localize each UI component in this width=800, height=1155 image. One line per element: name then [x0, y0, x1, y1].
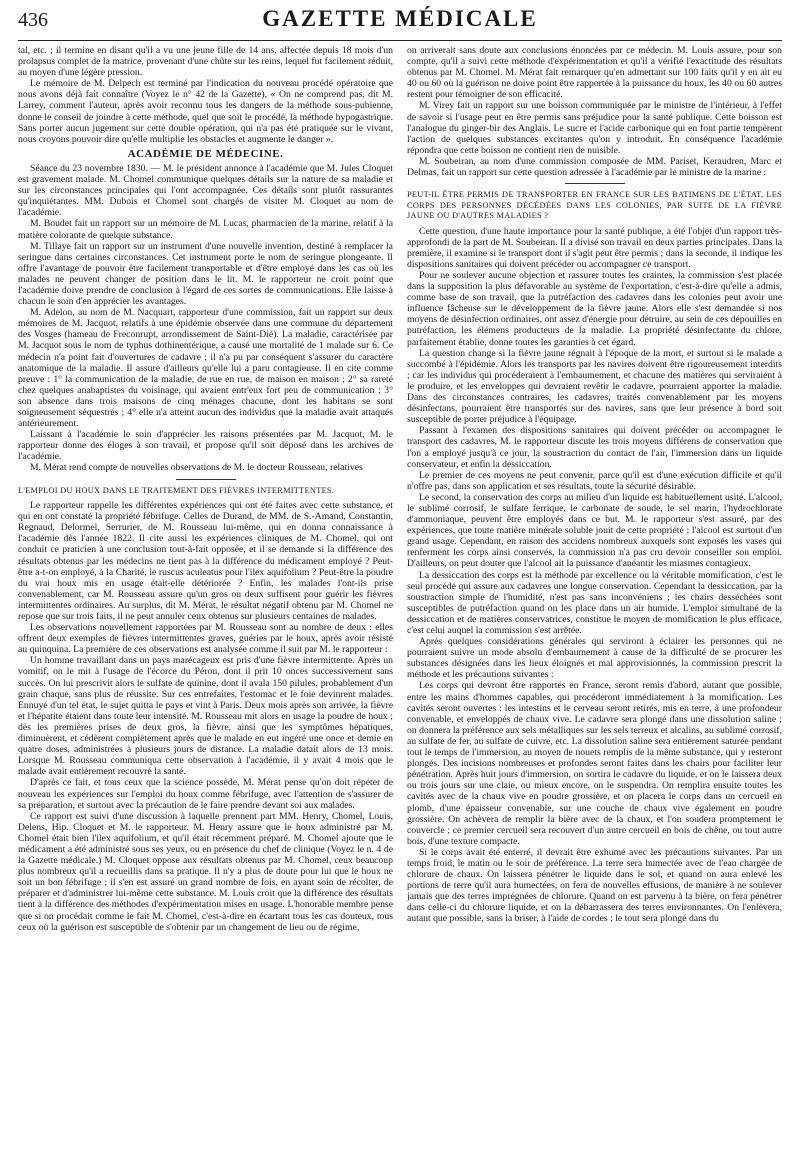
paragraph: Ce rapport est suivi d'une discussion à laquelle prennent part MM. Henry, Chomel, Louis, Delens, Hip. Cloquet et M. le rapporteur. M. Henry assure que le houx administré par M. Chomel était bien l'ilex aquifolium, et qu'il était récemment préparé. M. Chomel ajoute que le médicament a été administré sous ses yeux, ou en présence du chef de clinique (Voyez le n. 4 de la Gazette médicale.) M. Cloquet oppose aux résultats obtenus par M. Chomel, ceux beaucoup plus nombreux qu'il a recueillis dans sa pratique. Il n'y a plus de doute pour lui que le houx ne soit un bon fébrifuge ; il s'en est assuré un grand nombre de fois, en ayant soin de récolter, de préparer et d'administrer lui-même cette substance. M. Louis croit que la différence des résultats tient à la différence des méthodes d'expérimentation mises en usage. L'honorable membre pense que si on procédait comme le fait M. Chomel, c'est-à-dire en écartant tous les cas douteux, tous ceux où la guérison est susceptible de s'obtenir par un changement de lieu ou de régime, — [18, 810, 393, 933]
paragraph: Le mémoire de M. Delpech est terminé par l'indication du nouveau procédé opératoire que nous avons déjà fait connaître (Voyez le n° 42 de la Gazette), « On ne comprend pas, dit M. Larrey, comment l'auteur, après avoir reconnu tous les dangers de la méthode sous-pubienne, donne le conseil de joindre à cette méthode, quel que soit le procédé, la méthode hypogastrique. Sans porter aucun jugement sur cette double opération, qui n'a pas été pratiquée sur le vivant, nous croyons pouvoir dire qu'elle multiplie les obstacles et augmente le danger ». — [18, 78, 393, 145]
paragraph: M. Soubeiran, au nom d'une commission composée de MM. Pariset, Keraudren, Marc et Delmas, fait un rapport sur cette question adressée à l'académie par le ministre de la marine : — [407, 155, 782, 179]
section-title: ACADÉMIE DE MÉDECINE. — [127, 147, 284, 160]
paragraph: La question change si la fièvre jaune régnait à l'époque de la mort, et surtout si le malade a succombé à l'épidémie. Alors les transports par les navires doivent être rigoureusement interdits ; car les individus qui procéderaient à l'embaumement, et chacune des matières qui serviraient à le produire, et les enveloppes qui devraient revêtir le cadavre, pourraient apporter la maladie. Dans des circonstances contraires, les cadavres, traités convenablement par les moyens désinfectans, pourraient être transportés sur des navires, sans que leur présence à bord soit susceptible de porter préjudice à l'équipage. — [407, 347, 782, 426]
paragraph: Si le corps avait été enterré, il devrait être exhumé avec les précautions suivantes. Par un temps froid, le matin ou le soir de préférence. La terre sera humectée avec de l'eau chargée de chlorure de chaux. On laissera pénétrer le liquide dans le sol, et quand on aura enlevé les portions de terre qu'il aura humectées, on fera de nouvelles effusions, de manière à ne soulever jamais que des terres imprégnées de chlorure. Quand on est parvenu à la bière, on fera pénétrer dans celle-ci du chlorure liquide, et on la débarrassera des terres environnantes. On l'enlèvera, autant que possible, sans la briser, à l'aide de cordes ; le tout sera plongé dans du — [407, 846, 782, 925]
paragraph: Après quelques considérations générales qui serviront à éclairer les personnes qui ne pourraient suivre un mode absolu d'embaumement à cause de la difficulté de se procurer les substances désignées dans les lieux éloignés et mal approvisionnés, la commission prescrit la méthode et les précautions suivantes : — [407, 636, 782, 681]
paragraph: M. Boudet fait un rapport sur un mémoire de M. Lucas, pharmacien de la marine, relatif à la matière colorante de quelque substance. — [18, 218, 393, 241]
article-subheading: PEUT-IL ÊTRE PERMIS DE TRANSPORTER EN FRANCE SUR LES BATIMENS DE L'ÉTAT, LES CORPS DES PERSONNES DÉCÉDÉES DANS LES COLONIES, PAR SUITE DE LA FIÈVRE JAUNE OU D'AUTRES MALADIES ? — [407, 190, 782, 221]
paragraph: Le second, la conservation des corps au milieu d'un liquide est habituellement usité. L'alcool, le sublimé corrosif, le sulfate ferrique, le carbonate de soude, le sel marin, l'hydrochlorate d'ammoniaque, peuvent être employés dans ce but. M. le rapporteur s'est assuré, par des expériences, que toute matière minérale soluble jouit de cette propriété ; l'alcool est surtout d'un grand usage. Cependant, en raison des accidens nombreux auxquels sont exposés les vases qui renferment les corps ainsi conservés, la commission n'a pas cru devoir conseiller son emploi. D'ailleurs, on peut douter que l'alcool ait la puissance d'anéantir les miasmes contagieux. — [407, 491, 782, 570]
header-rule — [18, 40, 782, 41]
paragraph: Les corps qui devront être rapportés en France, seront remis d'abord, autant que possible, entre les mains d'hommes capables, qui procéderont immédiatement à la momification. Les cavités seront ouvertes : les intestins et le cerveau seront retirés, mis en terre, à une profondeur convenable, et enveloppés de chaux vive. Le cadavre sera plongé dans une dissolution saline ; on donnera la préférence aux sels métalliques sur les sels terreux et alcalins, au sublimé corrosif, au sulfate de fer, au sulfate de cuivre, etc. La dissolution saline sera entièrement saturée pendant tout le temps de l'immersion, au moyen de nouets remplis de la même substance, qui y resteront plongés. Des incisions nombreuses et profondes seront faites dans les chairs pour faciliter leur pénétration. Après huit jours d'immersion, on sortira le cadavre du liquide, et on le laissera deux ou trois jours sur une claie, ou mieux encore, on le suspendra. On remplira ensuite toutes les cavités avec de la chaux vive en poudre grossière, et on placera le corps dans un cercueil en plomb, d'une épaisseur convenable, sur une couche de chaux vive également en poudre grossière. On achèvera de remplir la bière avec de la chaux, et l'on soudera promptement le couvercle ; ce premier cercueil sera recouvert d'un autre cercueil en bois de chêne, ou tout autre bois, d'une texture compacte. — [407, 680, 782, 847]
article-subheading: L'EMPLOI DU HOUX DANS LE TRAITEMENT DES FIÈVRES INTERMITTENTES. — [18, 485, 335, 495]
masthead-title: GAZETTE MÉDICALE — [262, 6, 538, 31]
paragraph: M. Adelon, au nom de M. Nacquart, rapporteur d'une commission, fait un rapport sur deux mémoires de M. Jacquot, relatifs à une épidémie observée dans une commune du département des Vosges (hameau de Freconrupt, arrondissement de Saint-Dié). La maladie, caractérisée par M. Jacquot sous le nom de typhus dothinentérique, a causé une mortalité de 1 malade sur 6. Ce médecin n'a point fait d'ouvertures de cadavre ; il n'a pu par conséquent s'assurer du caractère anatomique de la maladie. Il assure d'ailleurs qu'elle lui a paru contagieuse. Il en cite comme preuve : 1° la communication de la maladie, de rue en rue, de maison en maison ; 2° sa rareté chez quelques anabaptistes du voisinage, qui avaient entr'eux fort peu de communication ; 3° son absence dans trois maisons de cinq ménages chacune, dont les habitans se sont soigneusement séquestrés ; 4° elle n'a atteint aucun des individus que la maladie avait attaqués antérieurement. — [18, 307, 393, 430]
paragraph: Laissant à l'académie le soin d'apprécier les raisons présentées par M. Jacquot, M. le rapporteur donne des éloges à son travail, et propose qu'il soit déposé dans les archives de l'académie. — [18, 429, 393, 463]
paragraph: Pour ne soulever aucune objection et rassurer toutes les craintes, la commission s'est placée dans la supposition la plus défavorable au système de l'exportation, c'est-à-dire qu'elle a admis, comme base de son travail, que la putréfaction des cadavres dans les colonies peut avoir une influence fâcheuse sur le développement de la fièvre jaune. Alors elle s'est demandée si nos moyens de désinfection ordinaires, ont assez d'énergie pour détruire, au sein de ces dépouilles en putréfaction, les élémens producteurs de la maladie. La propriété désinfectante du chlore, parfaitement établie, donne toutes les garanties à cet égard. — [407, 270, 782, 348]
paragraph: M. Mérat rend compte de nouvelles observations de M. le docteur Rousseau, relatives — [30, 462, 363, 474]
paragraph: on arriverait sans doute aux conclusions énoncées par ce médecin. M. Louis assure, pour son compte, qu'il a suivi cette méthode d'expérimentation et qu'il a vérifié l'exactitude des résultats obtenus par M. Chomel. M. Mérat fait remarquer qu'en admettant sur 100 faits qu'il y en ait eu 40 ou 60 où la guérison ne doive point être rapportée à la puissance du houx, les 40 ou 60 autres restent pour témoigner de son efficacité. — [407, 45, 782, 101]
paragraph: M. Tillaye fait un rapport sur un instrument d'une nouvelle invention, destiné à remplacer la seringue dans certaines circonstances. Cet instrument porte le nom de seringue plongeante. Il offre l'avantage de pouvoir être facilement transportable et d'être employé dans les cas où les malades ne peuvent changer de position dans le lit. M. le rapporteur ne croit point que l'académie doive prendre de conclusion à l'égard de ces sortes de communications. Elle laisse à chacun le soin d'en apprécier les avantages. — [18, 240, 393, 308]
paragraph: Les observations nouvellement rapportées par M. Rousseau sont au nombre de deux : elles offrent deux exemples de fièvres intermittentes graves, guéries par le houx, après avoir résisté au quinquina. La première de ces observations est analysée comme il suit par M. le rapporteur : — [18, 622, 393, 656]
divider — [565, 183, 625, 184]
paragraph: Séance du 23 novembre 1830. — M. le président annonce à l'académie que M. Jules Cloquet est gravement malade. M. Chomel communique quelques détails sur la nature de sa maladie et sur les circonstances principales qui l'ont accompagnée. Ces détails sont plutôt rassurantes qu'inquiétantes. MM. Dubois et Chomel sont chargés de visiter M. Cloquet au nom de l'académie. — [18, 162, 393, 219]
paragraph: Cette question, d'une haute importance pour la santé publique, a été l'objet d'un rapport très-approfondi de la part de M. Soubeiran. Il a divisé son travail en deux parties principales. Dans la première, il examine si le transport dont il s'agit peut être permis ; dans la seconde, il indique les dispositions sanitaires qui doivent précéder ou accompagner ce transport. — [407, 225, 782, 270]
paragraph: Passant à l'examen des dispositions sanitaires qui doivent précéder ou accompagner le transport des cadavres, M. le rapporteur discute les trois moyens différens de conservation que l'on a employé jusqu'à ce jour, la soustraction du contact de l'air, l'immersion dans un liquide conservateur, et enfin la dessiccation. — [407, 425, 782, 470]
right-column — [407, 45, 782, 1145]
paragraph: Le rapporteur rappelle les différentes expériences qui ont été faites avec cette substance, et qui en ont constaté la propriété fébrifuge. Celles de Durand, de MM. de S.-Amand, Constantin, Regnaud, Delormel, Serrurier, de M. Rousseau lui-même, qui en donna connaissance à l'académie dès l'année 1822. Il cite aussi les expériences cliniques de M. Chomel, qui ont conduit ce praticien à une conclusion tout-à-fait opposée, et il se demande si la différence des résultats obtenus par les médecins ne tient pas à la différence du médicament employé ? Peut-être a-t-on employé, à la Charité, le ruscus aculeatus pour l'ilex aquifolium ? Peut-être la poudre du vrai houx mis en usage était-elle détériorée ? Enfin, les malades l'ont-ils prise convenablement, car M. Rousseau assure qu'un gros ou deux suffisent pour guérir les fièvres intermittentes ordinaires. Au surplus, dit M. Mérat, le résultat négatif obtenu par M. Chomel ne repose que sur trois faits, il ne peut annuler ceux obtenus sur plusieurs centaines de malades. — [18, 500, 393, 622]
page-header — [18, 6, 782, 40]
paragraph: Le premier de ces moyens ne peut convenir, parce qu'il est d'une exécution difficile et qu'il n'offre pas, dans son application et ses résultats, toute la sécurité désirable. — [407, 469, 782, 492]
paragraph: D'après ce fait, et tous ceux que la science possède, M. Mérat pense qu'on doit répéter de nouveau les expériences sur l'emploi du houx comme fébrifuge, avec l'attention de s'assurer de sa préparation, et surtout avec la précaution de le faire prendre devant soi aux malades. — [18, 777, 393, 811]
paragraph: La dessiccation des corps est la méthode par excellence ou la véritable momification, c'est le seul procédé qui assure aux cadavres une longue conservation. Cependant la dessiccation, par la soustraction simple de l'humidité, n'est pas sans inconvéniens ; les chairs desséchées sont susceptibles de putréfaction quand on les place dans un air humide. L'emploi simultané de la dessiccation et de matières conservatrices, constitue le moyen de momification le plus efficace, c'est celui auquel la commission s'est arrêtée. — [407, 569, 782, 636]
divider — [176, 479, 236, 480]
left-column — [18, 45, 393, 1145]
paragraph: tal, etc. ; il termine en disant qu'il a vu une jeune fille de 14 ans, affectée depuis 18 mois d'un prolapsus complet de la matrice, provenant d'une chûte sur les reins, lequel fut facilement réduit, au moyen d'une légère pression. — [18, 45, 393, 79]
paragraph: Un homme travaillant dans un pays marécageux est pris d'une fièvre intermittente. Après un vomitif, on le mit à l'usage de l'écorce du Pérou, dont il prit 10 onces successivement sans succès. On lui prescrivit alors le sulfate de quinine, dont il avala 150 pilules, probablement d'un grain chaque, sans plus de réussite. Sur ces entrefaites, l'estomac et le foie devinrent malades. Ennuyé d'un tel état, le sujet quitta le pays et vint à Paris. Deux mois après son arrivée, la fièvre et l'hépatite étaient dans toute leur intensité. M. Rousseau mit alors en usage la poudre de houx ; dès les premières prises de deux gros, la fièvre, ainsi que les symptômes hépatiques, diminuèrent, et cédèrent complètement après que le malade en eut ingéré une once et demie en quatre doses, administrées à plusieurs jours de distance. La maladie datait alors de 13 mois. Lorsque M. Rousseau communiqua cette observation à l'académie, il y avait 4 mois que le malade avait entièrement recouvré la santé. — [18, 655, 393, 778]
page-number: 436 — [18, 9, 48, 31]
paragraph: M. Virey fait un rapport sur une boisson communiquée par le ministre de l'intérieur, à l'effet de savoir si l'usage peut en être permis sans préjudice pour la santé publique. Cette boisson est l'analogue du ginger-bir des Anglais. Le sucre et l'acide carbonique qui en font partie tempèrent l'action de quelques substances excitantes qu'on y introduit. En conséquence l'académie répondra que cette boisson ne contient rien de nuisible. — [407, 100, 782, 156]
columns — [18, 45, 782, 1145]
